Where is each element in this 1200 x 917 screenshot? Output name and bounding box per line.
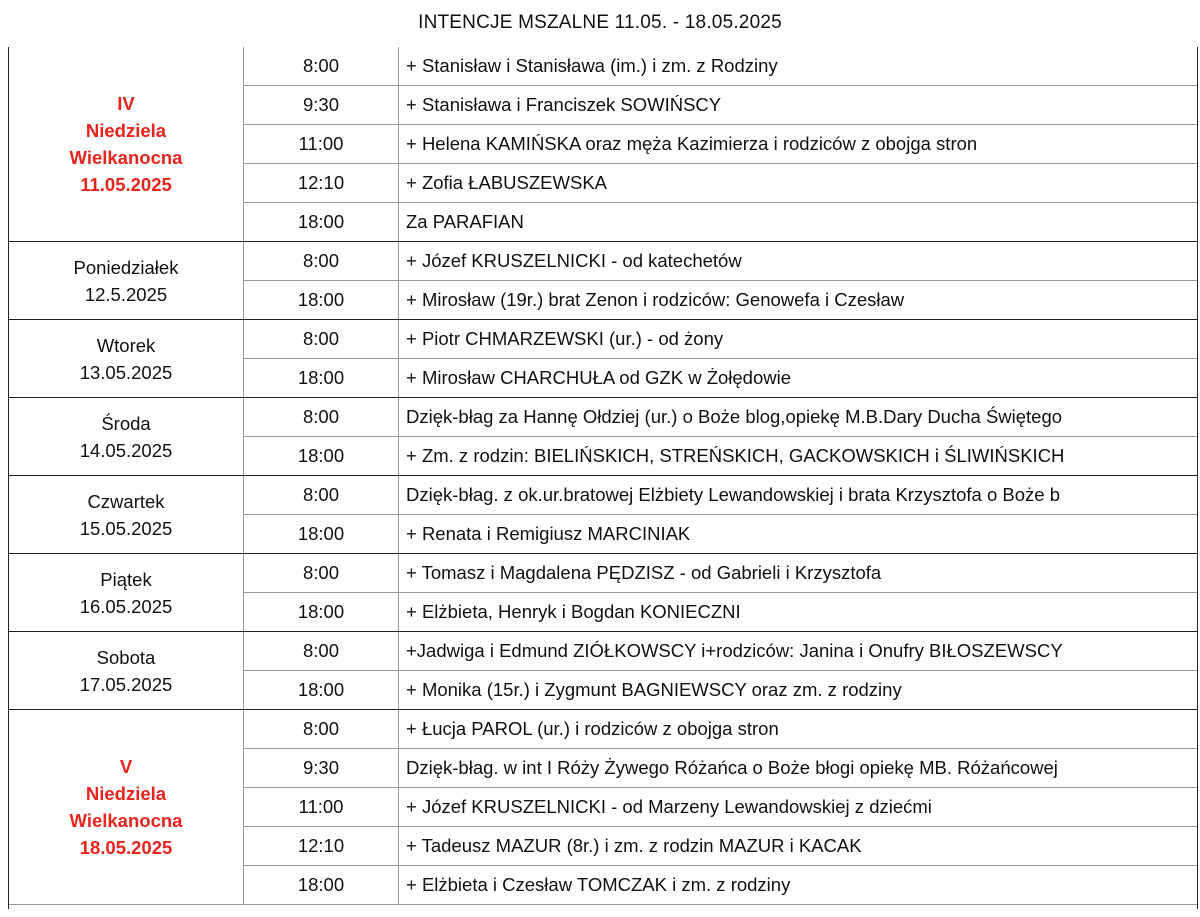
page-title: INTENCJE MSZALNE 11.05. - 18.05.2025 — [418, 12, 782, 33]
mass-row — [244, 671, 1197, 709]
day-label-line: V — [119, 756, 133, 777]
day-label-line: Poniedziałek — [73, 256, 179, 278]
schedule-table — [8, 47, 1198, 909]
day-block — [9, 398, 1197, 476]
mass-intention: + Stanisława i Franciszek SOWIŃSCY — [406, 94, 722, 115]
day-label-line: Czwartek — [87, 490, 165, 512]
mass-intention: + Tomasz i Magdalena PĘDZISZ - od Gabrieli i Krzysztofa — [406, 562, 882, 583]
day-label-line: Wtorek — [96, 334, 156, 356]
mass-row — [244, 749, 1197, 788]
mass-intention: + Piotr CHMARZEWSKI (ur.) - od żony — [406, 328, 724, 349]
day-label-line: 18.05.2025 — [79, 837, 173, 858]
mass-intention: + Elżbieta, Henryk i Bogdan KONIECZNI — [406, 601, 741, 622]
mass-time: 12:10 — [244, 164, 399, 202]
day-label — [9, 632, 244, 709]
day-label-line: Niedziela — [85, 783, 167, 804]
mass-time: 8:00 — [244, 242, 399, 280]
mass-intention: Dzięk-błag. z ok.ur.bratowej Elżbiety Lewandowskiej i brata Krzysztofa o Boże b — [406, 484, 1060, 505]
mass-row — [244, 47, 1197, 86]
day-label — [9, 242, 244, 319]
day-label — [9, 710, 244, 904]
mass-intention: + Mirosław CHARCHUŁA od GZK w Żołędowie — [406, 367, 792, 388]
mass-time: 18:00 — [244, 437, 399, 475]
day-block — [9, 554, 1197, 632]
day-label — [9, 47, 244, 241]
day-block — [9, 476, 1197, 554]
mass-intention: +Jadwiga i Edmund ZIÓŁKOWSCY i+rodziców: Janina i Onufry BIŁOSZEWSCY — [406, 640, 1063, 661]
mass-intention: + Łucja PAROL (ur.) i rodziców z obojga stron — [406, 718, 779, 739]
day-label — [9, 398, 244, 475]
mass-time: 18:00 — [244, 671, 399, 709]
mass-intention: + Monika (15r.) i Zygmunt BAGNIEWSCY oraz zm. z rodziny — [406, 679, 902, 700]
mass-row — [244, 593, 1197, 631]
day-label-line: IV — [117, 93, 135, 114]
day-label — [9, 320, 244, 397]
day-label-line: 13.05.2025 — [79, 361, 173, 383]
mass-time: 18:00 — [244, 515, 399, 553]
day-label-line: 17.05.2025 — [79, 673, 173, 695]
day-label-line: Środa — [101, 412, 151, 434]
mass-row — [244, 866, 1197, 904]
day-block — [9, 47, 1197, 242]
mass-time: 8:00 — [244, 554, 399, 592]
mass-row — [244, 320, 1197, 359]
mass-intention: + Tadeusz MAZUR (8r.) i zm. z rodzin MAZUR i KACAK — [406, 835, 862, 856]
mass-intention: Za PARAFIAN — [406, 211, 524, 232]
mass-time: 18:00 — [244, 203, 399, 241]
mass-row — [244, 359, 1197, 397]
mass-intention: + Zm. z rodzin: BIELIŃSKICH, STREŃSKICH, GACKOWSKICH i ŚLIWIŃSKICH — [406, 445, 1065, 466]
mass-row — [244, 827, 1197, 866]
mass-intention: Dzięk-błag za Hannę Ołdziej (ur.) o Boże blog,opiekę M.B.Dary Ducha Świętego — [406, 406, 1063, 427]
mass-row — [244, 788, 1197, 827]
mass-time: 18:00 — [244, 866, 399, 904]
mass-row — [244, 86, 1197, 125]
mass-row — [244, 437, 1197, 475]
mass-intention: + Renata i Remigiusz MARCINIAK — [406, 523, 691, 544]
day-label-line: Niedziela — [85, 120, 167, 141]
day-label-line: Wielkanocna — [69, 810, 183, 831]
day-label — [9, 554, 244, 631]
mass-row — [244, 125, 1197, 164]
day-label-line: 12.5.2025 — [84, 283, 168, 305]
day-label-line: 11.05.2025 — [80, 174, 172, 195]
mass-row — [244, 281, 1197, 319]
mass-time: 8:00 — [244, 47, 399, 85]
mass-row — [244, 398, 1197, 437]
day-label-line: Sobota — [96, 646, 156, 668]
mass-row — [244, 242, 1197, 281]
mass-time: 18:00 — [244, 359, 399, 397]
mass-intention: + Stanisław i Stanisława (im.) i zm. z Rodziny — [406, 55, 778, 76]
day-label-line: 15.05.2025 — [79, 517, 173, 539]
day-label — [9, 476, 244, 553]
mass-intention: + Mirosław (19r.) brat Zenon i rodziców: Genowefa i Czesław — [406, 289, 905, 310]
mass-intention: + Helena KAMIŃSKA oraz męża Kazimierza i rodziców z obojga stron — [406, 133, 978, 154]
mass-row — [244, 515, 1197, 553]
mass-intention: + Zofia ŁABUSZEWSKA — [406, 172, 607, 193]
mass-row — [244, 710, 1197, 749]
mass-intention: + Józef KRUSZELNICKI - od katechetów — [406, 250, 742, 271]
mass-time: 8:00 — [244, 710, 399, 748]
day-label-line: Wielkanocna — [69, 147, 183, 168]
mass-row — [244, 554, 1197, 593]
mass-time: 8:00 — [244, 320, 399, 358]
day-block — [9, 710, 1197, 905]
mass-intention: + Józef KRUSZELNICKI - od Marzeny Lewandowskiej z dziećmi — [406, 796, 932, 817]
day-label-line: 14.05.2025 — [79, 439, 173, 461]
day-block — [9, 242, 1197, 320]
day-label-line: 16.05.2025 — [79, 595, 173, 617]
mass-time: 18:00 — [244, 281, 399, 319]
mass-time: 9:30 — [244, 86, 399, 124]
mass-time: 12:10 — [244, 827, 399, 865]
mass-time: 8:00 — [244, 632, 399, 670]
mass-intention: Dzięk-błag. w int I Róży Żywego Różańca o Boże błogi opiekę MB. Różańcowej — [406, 757, 1058, 778]
day-block — [9, 320, 1197, 398]
day-block — [9, 632, 1197, 710]
day-label-line: Piątek — [100, 568, 152, 590]
mass-time: 11:00 — [244, 788, 399, 826]
mass-time: 11:00 — [244, 125, 399, 163]
mass-row — [244, 632, 1197, 671]
mass-row — [244, 203, 1197, 241]
mass-time: 18:00 — [244, 593, 399, 631]
mass-row — [244, 476, 1197, 515]
mass-time: 9:30 — [244, 749, 399, 787]
mass-row — [244, 164, 1197, 203]
mass-intention: + Elżbieta i Czesław TOMCZAK i zm. z rodziny — [406, 874, 791, 895]
mass-time: 8:00 — [244, 476, 399, 514]
mass-time: 8:00 — [244, 398, 399, 436]
